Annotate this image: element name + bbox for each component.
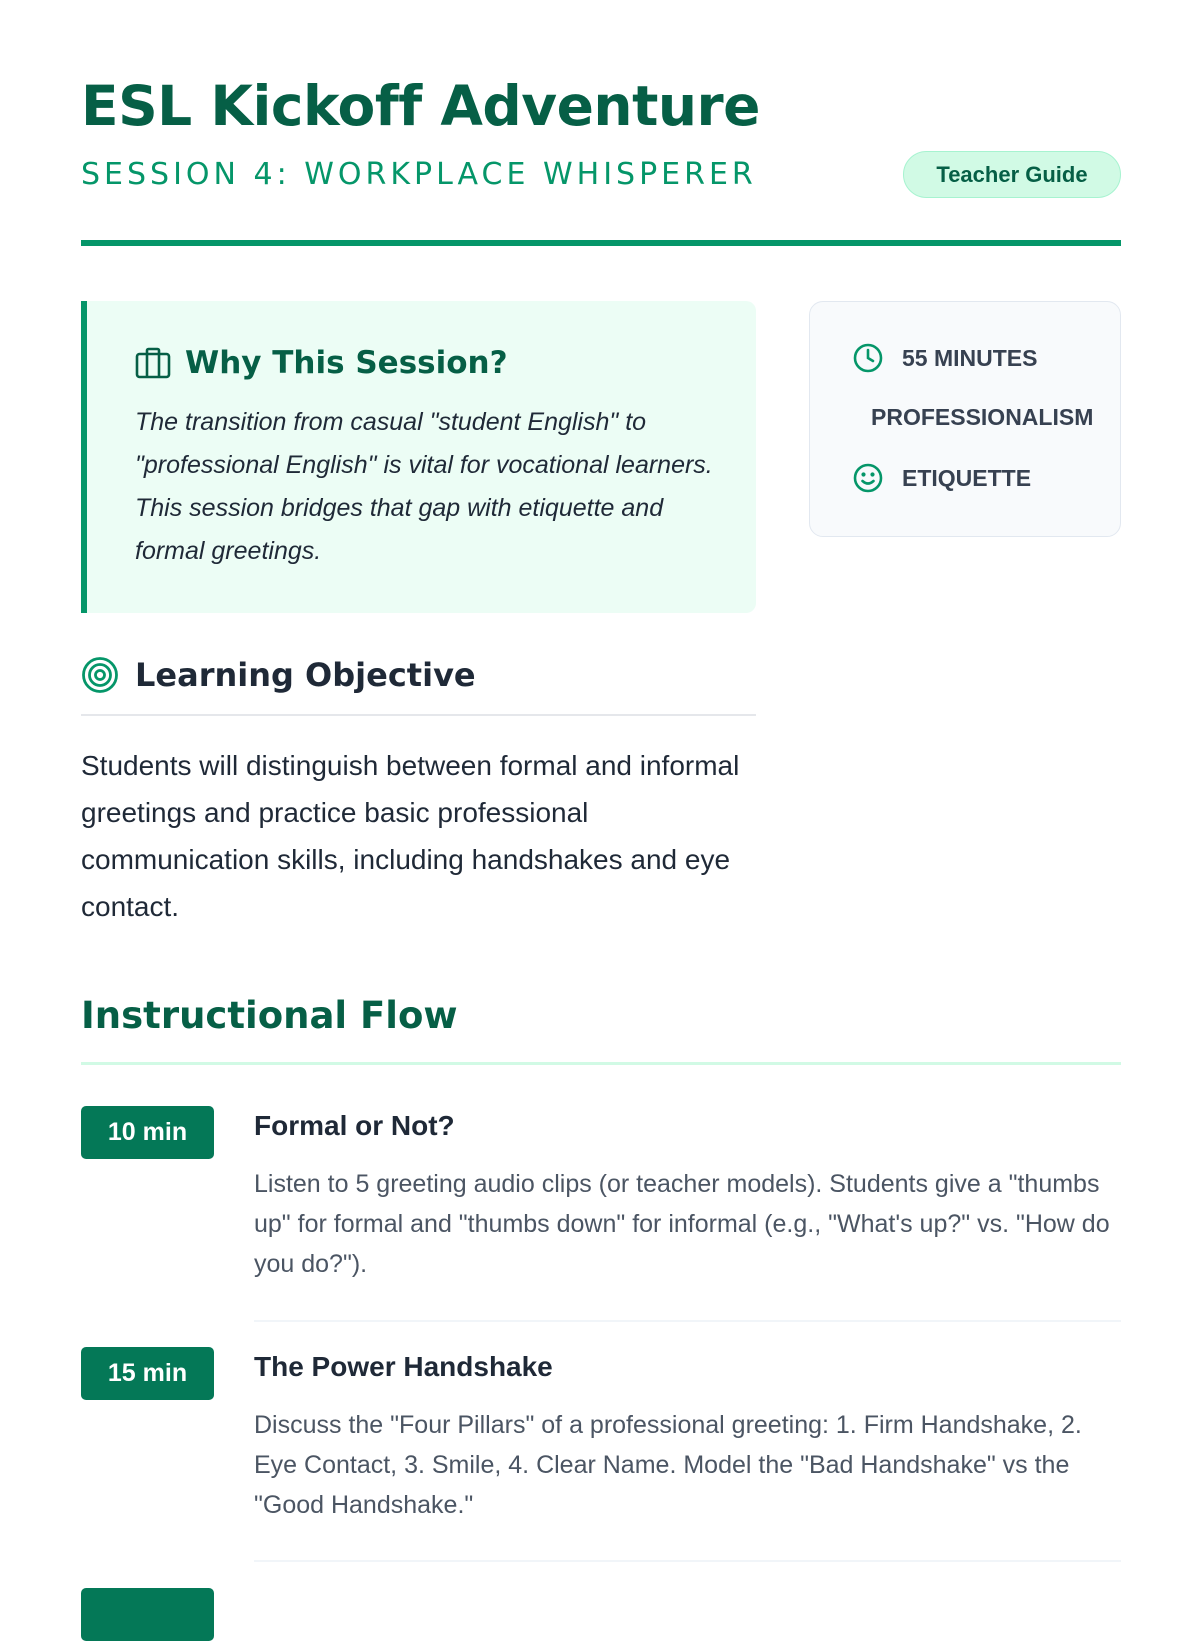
learning-objective-text: Students will distinguish between formal and informal greetings and practice basic professional communication skills, including handshakes and eye contact.: [81, 750, 740, 922]
stat-duration: [852, 342, 1037, 374]
objective-divider: [81, 714, 756, 716]
instructional-flow-title: Instructional Flow: [81, 994, 458, 1037]
step-description: Listen to 5 greeting audio clips (or teacher models). Students give a "thumbs up" for formal and "thumbs down" for informal (e.g., "What's up?" vs. "How do you do?").: [254, 1170, 1110, 1278]
stat-focus-label: ETIQUETTE: [902, 464, 1032, 491]
step-divider: [254, 1560, 1121, 1562]
why-session-card: [81, 301, 756, 613]
step-time-badge: 15 min: [81, 1347, 214, 1400]
clock-icon: [852, 342, 884, 374]
learning-objective-header: [81, 656, 476, 694]
lesson-plan-page: [81, 0, 1121, 1600]
header-divider: [81, 240, 1121, 246]
teacher-guide-badge: Teacher Guide: [903, 151, 1121, 198]
step-divider: [254, 1320, 1121, 1322]
stat-topic-label: PROFESSIONALISM: [871, 404, 1094, 430]
step-title: Formal or Not?: [254, 1110, 455, 1141]
session-subtitle: SESSION 4: WORKPLACE WHISPERER: [81, 157, 757, 192]
step-title: The Power Handshake: [254, 1351, 553, 1382]
stat-duration-label: 55 MINUTES: [902, 344, 1038, 371]
why-session-title: Why This Session?: [185, 345, 508, 381]
learning-objective-title: Learning Objective: [135, 656, 476, 694]
why-session-text: The transition from casual "student English" to "professional English" is vital for vocational learners. This session bridges that gap with etiquette and formal greetings.: [135, 408, 713, 565]
step-time-badge: [81, 1588, 214, 1641]
stat-topic: [871, 404, 1093, 431]
step-description: Discuss the "Four Pillars" of a professional greeting: 1. Firm Handshake, 2. Eye Contact, 3. Smile, 4. Clear Name. Model the "Bad Handshake" vs the "Good Handshake.": [254, 1411, 1082, 1519]
target-icon: [81, 656, 119, 694]
step-time-badge: 10 min: [81, 1106, 214, 1159]
stat-focus: [852, 462, 1031, 494]
smile-icon: [852, 462, 884, 494]
session-stats-card: [809, 301, 1121, 537]
page-title: ESL Kickoff Adventure: [81, 74, 760, 138]
why-session-header: [135, 345, 508, 381]
briefcase-icon: [135, 347, 171, 379]
flow-divider: [81, 1062, 1121, 1065]
